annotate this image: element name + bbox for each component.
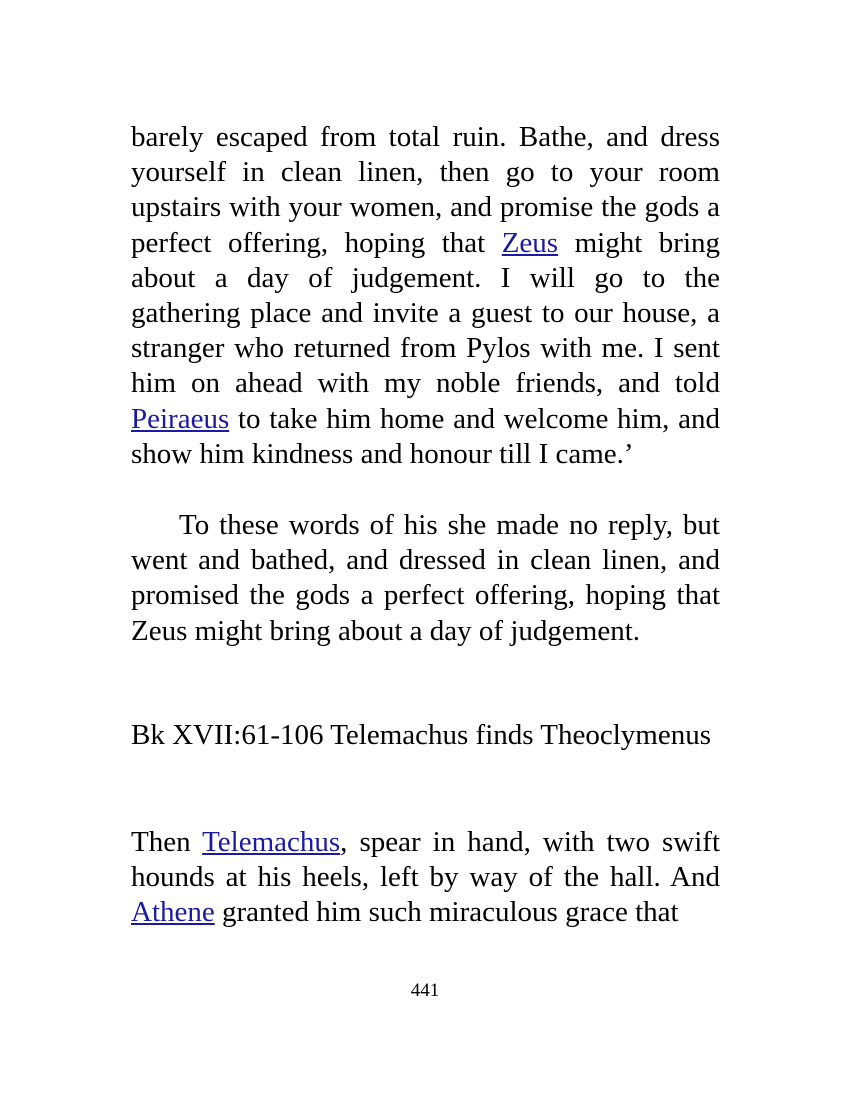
paragraph-1-text-b: might bring about a day of judgement. I will go to the gathering place and invite a guest to our house, a stranger who returned from Pylos with me. I sent him on ahead with my noble friends, and told: [131, 226, 721, 400]
link-zeus[interactable]: Zeus: [501, 226, 559, 259]
paragraph-3-text-c: granted him such miraculous grace that: [214, 896, 679, 929]
paragraph-2: To these words of his she made no reply, but went and bathed, and dressed in clean linen, and promised the gods a perfect offering, hoping that Zeus might bring about a day of judgement.: [131, 509, 720, 647]
link-telemachus[interactable]: Telemachus: [202, 826, 341, 858]
link-peiraeus[interactable]: Peiraeus: [131, 402, 230, 435]
paragraph-3-text-a: Then: [131, 826, 203, 858]
link-athene[interactable]: Athene: [131, 896, 215, 929]
paragraph-1: [131, 120, 720, 472]
paragraph-3-text-b: , spear in hand, with two swift hounds at his heels, left by way of the hall. And: [131, 826, 721, 894]
paragraph-3: [131, 825, 720, 931]
paragraph-1-text-a: barely escaped from total ruin. Bathe, and dress yourself in clean linen, then go to your room upstairs with your women, and promise the gods a perfect offering, hoping that: [131, 121, 720, 259]
page-number: 441: [410, 980, 440, 1001]
section-heading: Bk XVII:61-106 Telemachus finds Theoclymenus: [131, 719, 712, 751]
paragraph-1-text-c: to take him home and welcome him, and show him kindness and honour till I came.’: [131, 402, 720, 470]
